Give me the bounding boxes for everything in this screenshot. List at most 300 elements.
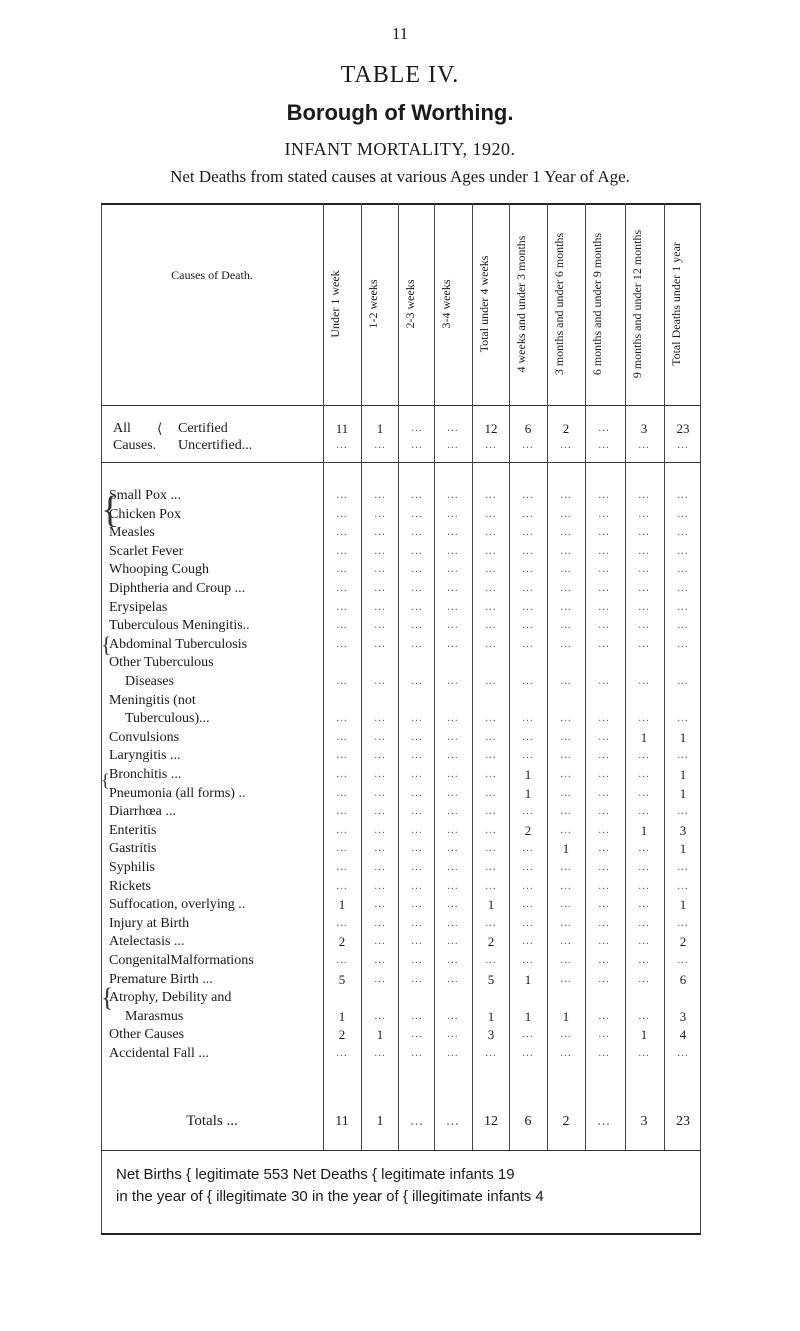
table-cell: ... [447,973,459,985]
table-cell: ... [638,842,650,854]
table-cell: ... [411,1028,423,1040]
table-cell: ... [447,638,459,650]
table-cell: ... [485,805,497,817]
column-header: Total Deaths under 1 year [669,242,683,366]
table-cell: ... [560,675,572,687]
table-cell: 2 [679,934,687,949]
table-cell: ... [560,749,572,761]
table-cell: ... [522,439,534,451]
table-cell: 6 [679,972,687,987]
table-cell: ... [560,638,572,650]
table-cell: ... [447,898,459,910]
table-cell: ... [598,422,610,434]
table-cell: ... [598,842,610,854]
table-cell: ... [447,675,459,687]
table-cell: ... [485,439,497,451]
table-cell: ... [522,917,534,929]
table-cell: ... [447,954,459,966]
table-cell: ... [447,526,459,538]
table-cell: ... [374,439,386,451]
table-cell: ... [677,508,689,520]
table-cell: ... [374,601,386,613]
table-cell: ... [374,1010,386,1022]
table-cell: ... [677,749,689,761]
table-cell: ... [485,842,497,854]
table-cell: ... [560,954,572,966]
table-cell: 1 [679,730,687,745]
table-cell: 1 [524,972,532,987]
table-cell: ... [560,563,572,575]
table-cell: ... [411,545,423,557]
table-cell: ... [374,787,386,799]
table-cell: ... [638,973,650,985]
table-cell: ... [522,1047,534,1059]
table-cell: ... [485,768,497,780]
table-cell: ... [447,731,459,743]
column-header: 2-3 weeks [403,279,417,329]
table-cell: ... [374,842,386,854]
cause-label: Suffocation, overlying .. [109,897,246,912]
table-cell: ... [411,712,423,724]
table-cell: ... [485,563,497,575]
table-cell: ... [485,787,497,799]
table-cell: 2 [338,934,346,949]
table-cell: ... [336,880,348,892]
table-cell: ... [677,638,689,650]
table-cell: ... [522,731,534,743]
table-cell: ... [411,824,423,836]
table-cell: ... [374,489,386,501]
table-cell: ... [560,489,572,501]
table-cell: ... [336,842,348,854]
table-cell: 12 [484,421,498,436]
total-cell: ... [410,1114,424,1129]
table-cell: 1 [487,897,495,912]
cause-label: Syphilis [109,860,155,875]
table-cell: 4 [679,1027,687,1042]
table-cell: ... [638,935,650,947]
table-cell: ... [560,768,572,780]
table-cell: 3 [487,1027,495,1042]
cause-label: Gastritis [109,841,157,856]
table-cell: ... [411,508,423,520]
table-cell: ... [336,1047,348,1059]
table-cell: 2 [487,934,495,949]
table-cell: ... [447,712,459,724]
table-cell: ... [411,582,423,594]
cause-label: Erysipelas [109,600,168,615]
table-cell: ... [598,489,610,501]
table-cell: ... [374,917,386,929]
table-cell: ... [447,489,459,501]
caption: Net Deaths from stated causes at various Ages under 1 Year of Age. [170,167,630,186]
table-cell: ... [677,545,689,557]
table-cell: ... [522,749,534,761]
table-cell: ... [411,1047,423,1059]
table-cell: 1 [640,823,648,838]
table-cell: ... [485,601,497,613]
table-cell: ... [638,638,650,650]
table-cell: ... [677,805,689,817]
table-cell: ... [411,898,423,910]
borough-heading: Borough of Worthing. [286,100,514,125]
table-cell: ... [336,787,348,799]
table-cell: ... [560,1028,572,1040]
table-cell: 1 [562,1009,570,1024]
table-cell: ... [560,1047,572,1059]
table-cell: ... [522,712,534,724]
page-number: 11 [391,24,409,43]
table-cell: ... [598,768,610,780]
table-cell: ... [411,935,423,947]
table-cell: 2 [338,1027,346,1042]
table-cell: ... [598,563,610,575]
table-cell: ... [638,545,650,557]
cause-label: Abdominal Tuberculosis [109,637,248,652]
table-cell: 1 [524,767,532,782]
table-cell: ... [598,917,610,929]
table-cell: ... [522,675,534,687]
table-cell: 1 [338,897,346,912]
column-header: Under 1 week [328,270,342,338]
table-cell: ... [374,545,386,557]
table-cell: ... [411,954,423,966]
brace-mark: { [101,489,120,531]
table-cell: ... [522,582,534,594]
table-cell: ... [374,749,386,761]
table-cell: ... [447,935,459,947]
table-cell: ... [447,563,459,575]
table-cell: ... [447,768,459,780]
table-cell: ... [677,489,689,501]
table-cell: ... [638,805,650,817]
table-cell: ... [336,439,348,451]
totals-divider [101,1150,701,1151]
table-cell: ... [522,842,534,854]
table-cell: ... [336,508,348,520]
all-causes-divider [101,462,701,463]
total-cell: 1 [376,1114,384,1129]
table-cell: ... [411,842,423,854]
table-cell: ... [638,601,650,613]
column-header: 3-4 weeks [439,279,453,329]
table-cell: ... [638,712,650,724]
table-cell: ... [485,861,497,873]
table-cell: ... [411,880,423,892]
table-cell: ... [560,917,572,929]
table-cell: ... [560,712,572,724]
table-cell: ... [374,526,386,538]
table-cell: ... [411,768,423,780]
table-cell: 1 [376,1027,384,1042]
table-cell: ... [677,619,689,631]
table-cell: ... [374,805,386,817]
table-cell: 1 [679,841,687,856]
cause-label: Tuberculous Meningitis.. [109,618,250,633]
table-cell: ... [336,917,348,929]
table-cell: ... [447,787,459,799]
table-cell: ... [485,1047,497,1059]
table-cell: ... [485,675,497,687]
table-cell: ... [485,638,497,650]
cause-label: Pneumonia (all forms) .. [109,786,246,801]
table-cell: ... [447,545,459,557]
table-cell: ... [560,508,572,520]
table-cell: ... [560,880,572,892]
column-header: 9 months and under 12 months [630,229,644,379]
cause-label: Marasmus [125,1009,184,1024]
table-cell: ... [598,731,610,743]
table-cell: ... [638,954,650,966]
table-cell: ... [638,880,650,892]
table-cell: ... [677,1047,689,1059]
table-cell: ... [560,898,572,910]
table-cell: 5 [487,972,495,987]
table-cell: ... [374,824,386,836]
table-cell: ... [336,731,348,743]
table-cell: ... [638,787,650,799]
table-cell: ... [598,712,610,724]
table-cell: ... [560,619,572,631]
table-cell: ... [374,768,386,780]
brace-mark: { [101,983,114,1012]
table-cell: ... [598,1028,610,1040]
table-cell: ... [677,861,689,873]
table-cell: ... [522,508,534,520]
table-cell: ... [598,508,610,520]
cause-label: Tuberculous)... [125,711,210,726]
table-cell: ... [411,638,423,650]
table-cell: ... [336,768,348,780]
cause-label: Rickets [109,879,151,894]
cause-label: Injury at Birth [109,916,190,931]
table-cell: ... [411,422,423,434]
table-cell: ... [638,489,650,501]
table-cell: ... [374,973,386,985]
table-cell: ... [336,638,348,650]
table-title: TABLE IV. [340,62,460,88]
table-cell: ... [485,731,497,743]
table-cell: ... [374,861,386,873]
table-cell: ... [560,439,572,451]
table-cell: ... [560,545,572,557]
table-cell: ... [522,601,534,613]
table-cell: ... [598,582,610,594]
table-cell: ... [677,675,689,687]
total-cell: 12 [484,1114,498,1129]
table-cell: ... [638,582,650,594]
table-cell: ... [411,917,423,929]
table-cell: ... [374,880,386,892]
table-cell: ... [598,439,610,451]
all-causes-label-2: Causes. [113,438,157,453]
table-cell: ... [677,582,689,594]
table-cell: ... [336,563,348,575]
table-cell: 1 [679,786,687,801]
table-cell: ... [677,880,689,892]
table-cell: ... [560,805,572,817]
cause-label: Atrophy, Debility and [109,990,232,1005]
cause-label: Meningitis (not [109,693,196,708]
table-cell: ... [522,954,534,966]
column-header: Total under 4 weeks [477,255,491,353]
table-cell: ... [411,1010,423,1022]
total-cell: 23 [676,1114,690,1129]
table-cell: ... [598,749,610,761]
table-cell: ... [638,1010,650,1022]
table-cell: ... [485,712,497,724]
table-cell: 1 [640,730,648,745]
cause-label: Diphtheria and Croup ... [109,581,246,596]
table-cell: ... [374,675,386,687]
cause-label: Scarlet Fever [109,544,184,559]
table-cell: ... [336,861,348,873]
cause-label: Laryngitis ... [109,748,181,763]
table-cell: ... [447,601,459,613]
table-cell: ... [638,768,650,780]
table-cell: ... [522,619,534,631]
table-cell: ... [598,1010,610,1022]
table-cell: ... [522,880,534,892]
table-cell: ... [638,917,650,929]
table-cell: ... [485,508,497,520]
table-cell: ... [447,582,459,594]
total-cell: ... [597,1114,611,1129]
table-cell: ... [447,842,459,854]
table-cell: ... [560,861,572,873]
table-cell: ... [411,731,423,743]
table-cell: ... [447,824,459,836]
table-cell: ... [560,824,572,836]
table-cell: ... [638,749,650,761]
table-cell: ... [598,954,610,966]
uncertified-label: Uncertified... [178,438,253,453]
table-cell: ... [374,731,386,743]
total-cell: 3 [640,1114,648,1129]
table-cell: ... [411,749,423,761]
table-cell: ... [522,861,534,873]
table-cell: 3 [640,421,648,436]
cause-label: Diseases [125,674,174,689]
table-cell: ... [485,619,497,631]
table-cell: ... [560,973,572,985]
table-cell: ... [638,1047,650,1059]
table-cell: ... [598,861,610,873]
table-cell: 1 [376,421,384,436]
table-cell: ... [638,675,650,687]
cause-label: Other Causes [109,1027,185,1042]
table-cell: ... [336,582,348,594]
table-cell: ... [336,489,348,501]
births-line-1: Net Births { legitimate 553 Net Deaths { legitimate infants 19 [116,1166,515,1183]
table-cell: ... [598,824,610,836]
table-cell: ... [598,898,610,910]
table-cell: ... [485,489,497,501]
table-cell: 1 [562,841,570,856]
total-cell: ... [446,1114,460,1129]
table-cell: ... [411,675,423,687]
table-cell: ... [447,1047,459,1059]
table-cell: ... [638,861,650,873]
cause-label: Premature Birth ... [109,972,213,987]
table-cell: ... [447,917,459,929]
cause-label: Enteritis [109,823,157,838]
table-cell: ... [447,861,459,873]
table-cell: 1 [640,1027,648,1042]
table-cell: 23 [676,421,690,436]
table-cell: ... [485,880,497,892]
table-cell: ... [560,601,572,613]
table-cell: ... [638,439,650,451]
table-cell: ... [522,805,534,817]
causes-header: Causes of Death. [171,268,253,282]
table-cell: ... [522,898,534,910]
table-cell: ... [522,935,534,947]
table-cell: ... [485,954,497,966]
cause-label: Convulsions [109,730,180,745]
table-cell: ... [374,935,386,947]
table-cell: ... [485,917,497,929]
table-cell: ... [374,508,386,520]
table-cell: 11 [335,421,349,436]
table-cell: ... [374,712,386,724]
cause-label: Bronchitis ... [109,767,182,782]
table-cell: ... [374,638,386,650]
table-cell: ... [638,508,650,520]
table-cell: ... [598,619,610,631]
table-cell: ... [374,898,386,910]
table-cell: ... [598,1047,610,1059]
table-cell: ... [522,526,534,538]
table-cell: ... [336,601,348,613]
table-cell: ... [522,1028,534,1040]
table-cell: 1 [338,1009,346,1024]
table-cell: 5 [338,972,346,987]
births-line-2: in the year of { illegitimate 30 in the year of { illegitimate infants 4 [116,1188,544,1205]
table-cell: ... [336,824,348,836]
table-cell: 6 [524,421,532,436]
cause-label: Measles [109,525,155,540]
table-cell: ... [336,954,348,966]
table-cell: ... [560,526,572,538]
certified-label: Certified [178,421,228,436]
table-cell: ... [560,731,572,743]
table-cell: 1 [679,897,687,912]
table-cell: ... [336,619,348,631]
cause-label: Chicken Pox [109,507,181,522]
subtitle: INFANT MORTALITY, 1920. [284,139,516,159]
table-cell: ... [485,749,497,761]
table-cell: ... [411,973,423,985]
totals-label: Totals ... [186,1113,238,1129]
table-cell: ... [447,439,459,451]
table-cell: ... [598,880,610,892]
table-cell: 1 [524,786,532,801]
table-cell: ... [677,954,689,966]
table-cell: ... [336,545,348,557]
table-cell: ... [638,898,650,910]
table-cell: ... [374,563,386,575]
table-cell: ... [374,1047,386,1059]
table-cell: ... [447,749,459,761]
table-cell: ... [560,935,572,947]
table-cell: ... [598,675,610,687]
table-cell: ... [598,526,610,538]
table-cell: ... [485,824,497,836]
table-cell: ... [447,422,459,434]
table-cell: ... [447,880,459,892]
table-cell: ... [677,601,689,613]
